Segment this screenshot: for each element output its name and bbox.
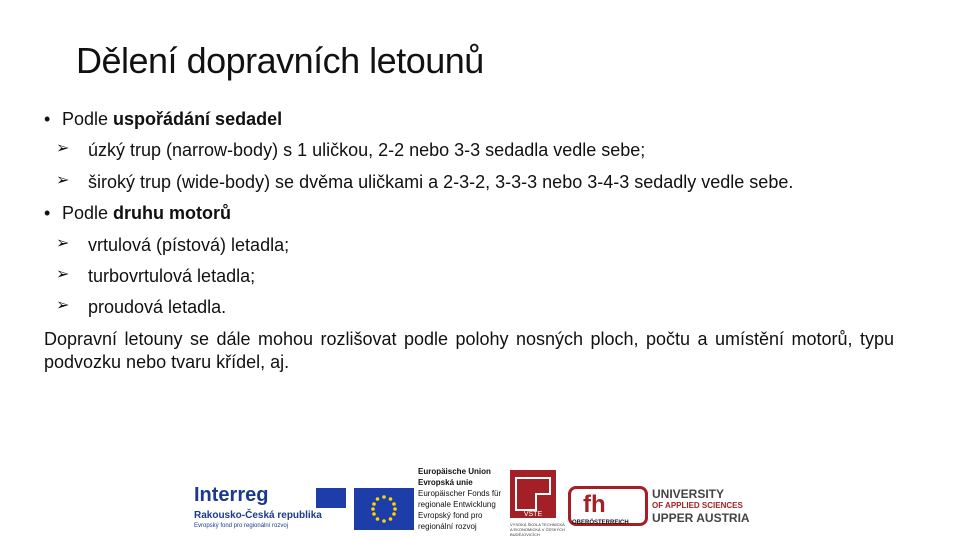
- sub-item-text: turbovrtulová letadla;: [88, 265, 256, 286]
- eu-text-line: Europäische Union: [418, 467, 491, 476]
- arrow-bullet-icon: ➢: [56, 140, 70, 158]
- eu-text-line: regionální rozvoj: [418, 522, 477, 531]
- vste-logo: [510, 470, 556, 518]
- arrow-bullet-icon: ➢: [56, 297, 70, 315]
- sub-item-text: úzký trup (narrow-body) s 1 uličkou, 2-2 nebo 3-3 sedadla vedle sebe;: [88, 140, 646, 161]
- eu-text-line: Europäischer Fonds für: [418, 489, 502, 498]
- bullet-dot: •: [44, 109, 51, 129]
- bullet-prefix: Podle: [62, 109, 114, 129]
- interreg-brand: Interreg: [194, 484, 269, 506]
- slide-content: [44, 108, 894, 375]
- uni-line: OF APPLIED SCIENCES: [652, 501, 743, 510]
- uni-line: UNIVERSITY: [652, 487, 725, 501]
- sub-item-text: vrtulová (pístová) letadla;: [88, 234, 290, 255]
- vste-label: VŠTE: [523, 511, 543, 518]
- logo-strip: [190, 466, 750, 536]
- sub-item: [44, 265, 894, 288]
- paragraph: Dopravní letouny se dále mohou rozlišovat podle polohy nosných ploch, počtu a umístění motorů, typu podvozku nebo tvaru křídel, aj.: [44, 328, 894, 373]
- university-logo-text: [652, 488, 750, 524]
- interreg-fund: Evropský fond pro regionální rozvoj: [194, 523, 289, 529]
- sub-item: [44, 139, 894, 162]
- eu-text-line: Evropský fond pro: [418, 511, 483, 520]
- bullet-engines: [44, 202, 894, 225]
- arrow-bullet-icon: ➢: [56, 171, 70, 189]
- sub-item-text: proudová letadla.: [88, 297, 227, 318]
- sub-item: [44, 171, 894, 194]
- slide-title: Dělení dopravních letounů: [76, 40, 484, 81]
- eu-flag-icon: [354, 488, 414, 530]
- arrow-bullet-icon: ➢: [56, 265, 70, 283]
- arrow-bullet-icon: ➢: [56, 234, 70, 252]
- fh-region: OBERÖSTERREICH: [572, 520, 629, 526]
- eu-flag-icon: [316, 488, 346, 508]
- bullet-prefix: Podle: [62, 203, 114, 224]
- eu-text-block: [418, 466, 510, 532]
- vste-text: VYSOKÁ ŠKOLA TECHNICKÁ A EKONOMICKÁ V ČESKÝCH BUDĚJOVICÍCH: [510, 522, 565, 537]
- sub-item-text: široký trup (wide-body) se dvěma uličkami a 2-3-2, 3-3-3 nebo 3-4-3 sedadly vedle sebe.: [88, 171, 794, 192]
- sub-item: [44, 234, 894, 257]
- eu-text-line: Evropská unie: [418, 478, 473, 487]
- interreg-region: Rakousko-Česká republika: [194, 510, 322, 521]
- sub-item: [44, 296, 894, 319]
- interreg-logo: [190, 484, 350, 534]
- bullet-bold: uspořádání sedadel: [113, 109, 283, 129]
- bullet-bold: druhu motorů: [113, 203, 232, 224]
- fh-letters: fh: [583, 491, 606, 518]
- bullet-dot: •: [44, 203, 51, 224]
- uni-line: UPPER AUSTRIA: [652, 511, 750, 525]
- bullet-seating: [44, 108, 894, 131]
- eu-text-line: regionale Entwicklung: [418, 500, 496, 509]
